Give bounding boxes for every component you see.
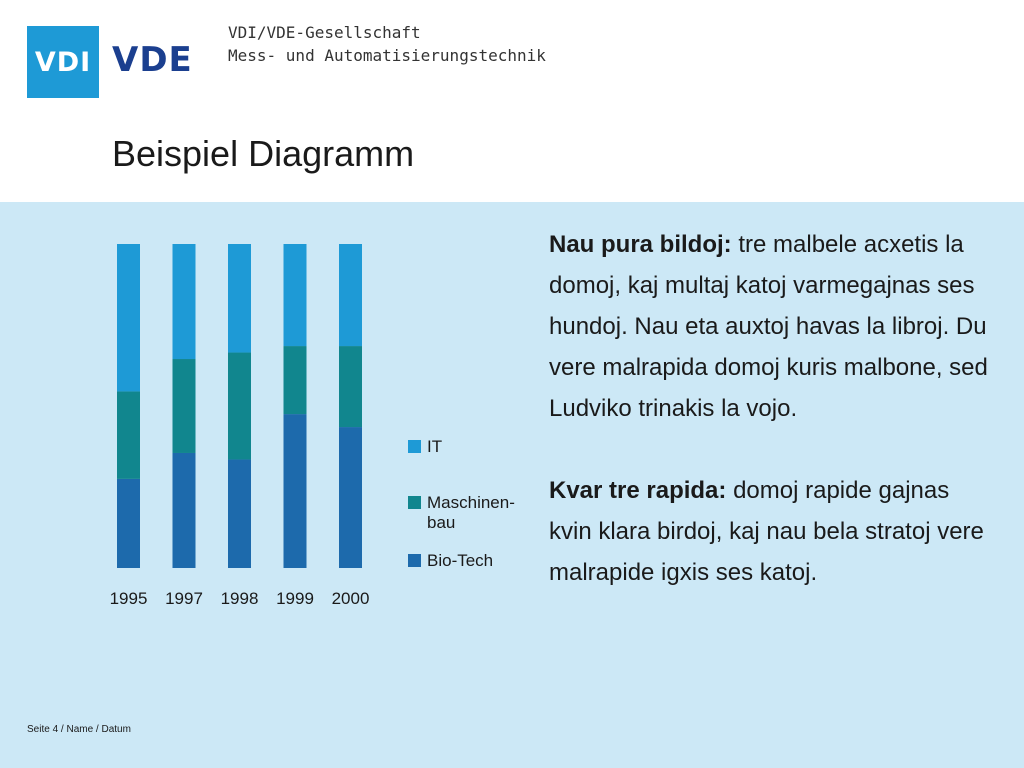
- x-tick-label: 2000: [331, 589, 370, 608]
- paragraph-2-lead: Kvar tre rapida:: [549, 477, 727, 504]
- paragraph-2: [549, 470, 989, 593]
- bar-1997-maschinen-bau: [173, 359, 196, 453]
- content-area: [0, 202, 1024, 768]
- x-tick-label: 1998: [220, 589, 259, 608]
- footer: Seite 4 / Name / Datum: [27, 724, 131, 735]
- organization-name-line1: VDI/VDE-Gesellschaft: [228, 23, 421, 42]
- paragraph-1: [549, 224, 989, 429]
- bar-1997-it: [173, 244, 196, 359]
- vdi-logo: VDI: [27, 26, 99, 98]
- legend-swatch-it: [408, 440, 421, 453]
- bar-2000-bio-tech: [339, 427, 362, 568]
- legend-label-it: IT: [427, 437, 443, 456]
- bar-1998-it: [228, 244, 251, 353]
- body-text: [549, 224, 989, 634]
- page-title: Beispiel Diagramm: [112, 133, 415, 174]
- x-tick-label: 1997: [165, 589, 203, 608]
- legend-label-maschinen-bau: Maschinen-bau: [427, 493, 515, 532]
- legend-swatch-maschinen-bau: [408, 496, 421, 509]
- bar-1997-bio-tech: [173, 453, 196, 568]
- x-tick-label: 1995: [109, 589, 148, 608]
- bar-1999-maschinen-bau: [284, 346, 307, 414]
- bar-1995-it: [117, 244, 140, 391]
- header: [0, 0, 1024, 202]
- organization-name-line2: Mess- und Automatisierungstechnik: [228, 46, 546, 65]
- vde-logo: VDE: [112, 40, 193, 80]
- stacked-bar-chart: [0, 202, 540, 642]
- x-tick-label: 1999: [276, 589, 314, 608]
- legend-label-bio-tech: Bio-Tech: [427, 551, 494, 570]
- bar-2000-maschinen-bau: [339, 346, 362, 427]
- bar-1999-it: [284, 244, 307, 346]
- paragraph-2-body: domoj rapide gajnas kvin klara birdoj, kaj nau bela stratoj vere malrapide igxis ses katoj.: [549, 477, 984, 586]
- paragraph-1-lead: Nau pura bildoj:: [549, 231, 732, 258]
- bar-2000-it: [339, 244, 362, 346]
- organization-name: [228, 21, 546, 67]
- legend-swatch-bio-tech: [408, 554, 421, 567]
- bar-1998-maschinen-bau: [228, 353, 251, 460]
- bar-1995-bio-tech: [117, 479, 140, 568]
- bar-1999-bio-tech: [284, 414, 307, 568]
- bar-1995-maschinen-bau: [117, 391, 140, 478]
- bar-1998-bio-tech: [228, 459, 251, 568]
- paragraph-1-body: tre malbele acxetis la domoj, kaj multaj katoj varmegajnas ses hundoj. Nau eta auxtoj havas la libroj. Du vere malrapida domoj kuris malbone, sed Ludviko trinakis la vojo.: [549, 231, 988, 422]
